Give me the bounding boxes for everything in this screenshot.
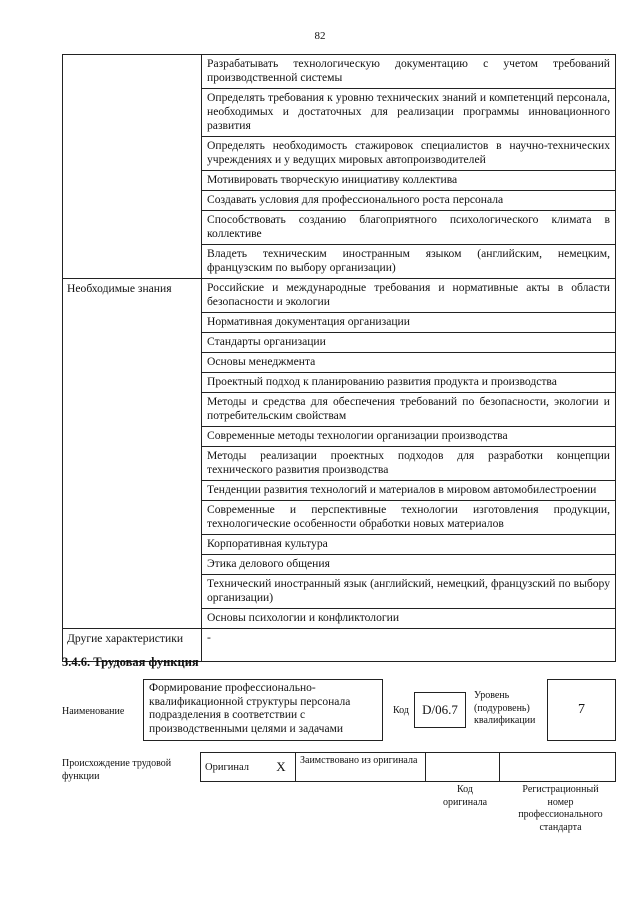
section-title: 3.4.6. Трудовая функция — [62, 655, 199, 669]
original-mark: X — [267, 753, 296, 782]
function-name-box: Формирование профессионально-квалификационной структуры персонала подразделения в соответствии с производственными целями и задачами — [143, 679, 383, 741]
knowledge-row — [63, 279, 616, 629]
other-value: - — [207, 631, 211, 644]
list-item: Мотивировать творческую инициативу коллектива — [202, 170, 615, 190]
origin-label: Происхождение трудовой функции — [62, 758, 172, 782]
list-item: Владеть техническим иностранным языком (английским, немецким, французским по выбору организации) — [202, 244, 615, 278]
level-label: Уровень (подуровень) квалификации — [474, 690, 536, 726]
skills-row — [63, 55, 616, 279]
list-item: Корпоративная культура — [202, 534, 615, 554]
list-item: Нормативная документация организации — [202, 312, 615, 332]
list-item: Основы менеджмента — [202, 352, 615, 372]
reg-number-caption: Регистрационный номер профессионального стандарта — [518, 784, 603, 833]
name-label: Наименование — [62, 706, 125, 717]
list-item: Российские и международные требования и нормативные акты в области безопасности и экологии — [207, 281, 610, 308]
list-item: Тенденции развития технологий и материалов в мировом автомобилестроении — [202, 480, 615, 500]
page-number: 82 — [314, 30, 326, 42]
list-item: Стандарты организации — [202, 332, 615, 352]
code-label: Код — [393, 705, 409, 716]
original-label: Оригинал — [201, 753, 268, 782]
list-item: Методы реализации проектных подходов для разработки концепции технического развития производства — [202, 446, 615, 480]
list-item: Разрабатывать технологическую документацию с учетом требований производственной системы — [207, 57, 610, 84]
list-item: Создавать условия для профессионального роста персонала — [202, 190, 615, 210]
competency-table — [62, 54, 616, 662]
origin-code-cell — [426, 753, 500, 782]
list-item: Этика делового общения — [202, 554, 615, 574]
reg-number-cell — [500, 753, 616, 782]
other-value-cell — [202, 629, 616, 662]
knowledge-list — [202, 279, 616, 629]
knowledge-label: Необходимые знания — [63, 279, 202, 629]
skills-label-cell — [63, 55, 202, 279]
list-item: Технический иностранный язык (английский, немецкий, французский по выбору организации) — [202, 574, 615, 608]
level-value: 7 — [547, 679, 616, 741]
origin-code-caption: Код оригинала — [442, 784, 488, 808]
list-item: Методы и средства для обеспечения требований по безопасности, экологии и потребительским свойствам — [202, 392, 615, 426]
list-item: Основы психологии и конфликтологии — [202, 608, 615, 628]
code-value: D/06.7 — [414, 692, 466, 728]
list-item: Определять требования к уровню технических знаний и компетенций персонала, необходимых и достаточных для реализации программы инновационного развития — [202, 88, 615, 136]
borrowed-label: Заимствовано из оригинала — [296, 753, 426, 782]
origin-table — [200, 752, 616, 782]
list-item: Современные и перспективные технологии изготовления продукции, технологические особенности обработки новых материалов — [202, 500, 615, 534]
list-item: Проектный подход к планированию развития продукта и производства — [202, 372, 615, 392]
skills-list — [202, 55, 616, 279]
list-item: Определять необходимость стажировок специалистов в научно-технических учреждениях и у ведущих мировых автопроизводителей — [202, 136, 615, 170]
list-item: Современные методы технологии организации производства — [202, 426, 615, 446]
list-item: Способствовать созданию благоприятного психологического климата в коллективе — [202, 210, 615, 244]
other-label: Другие характеристики — [63, 629, 202, 662]
